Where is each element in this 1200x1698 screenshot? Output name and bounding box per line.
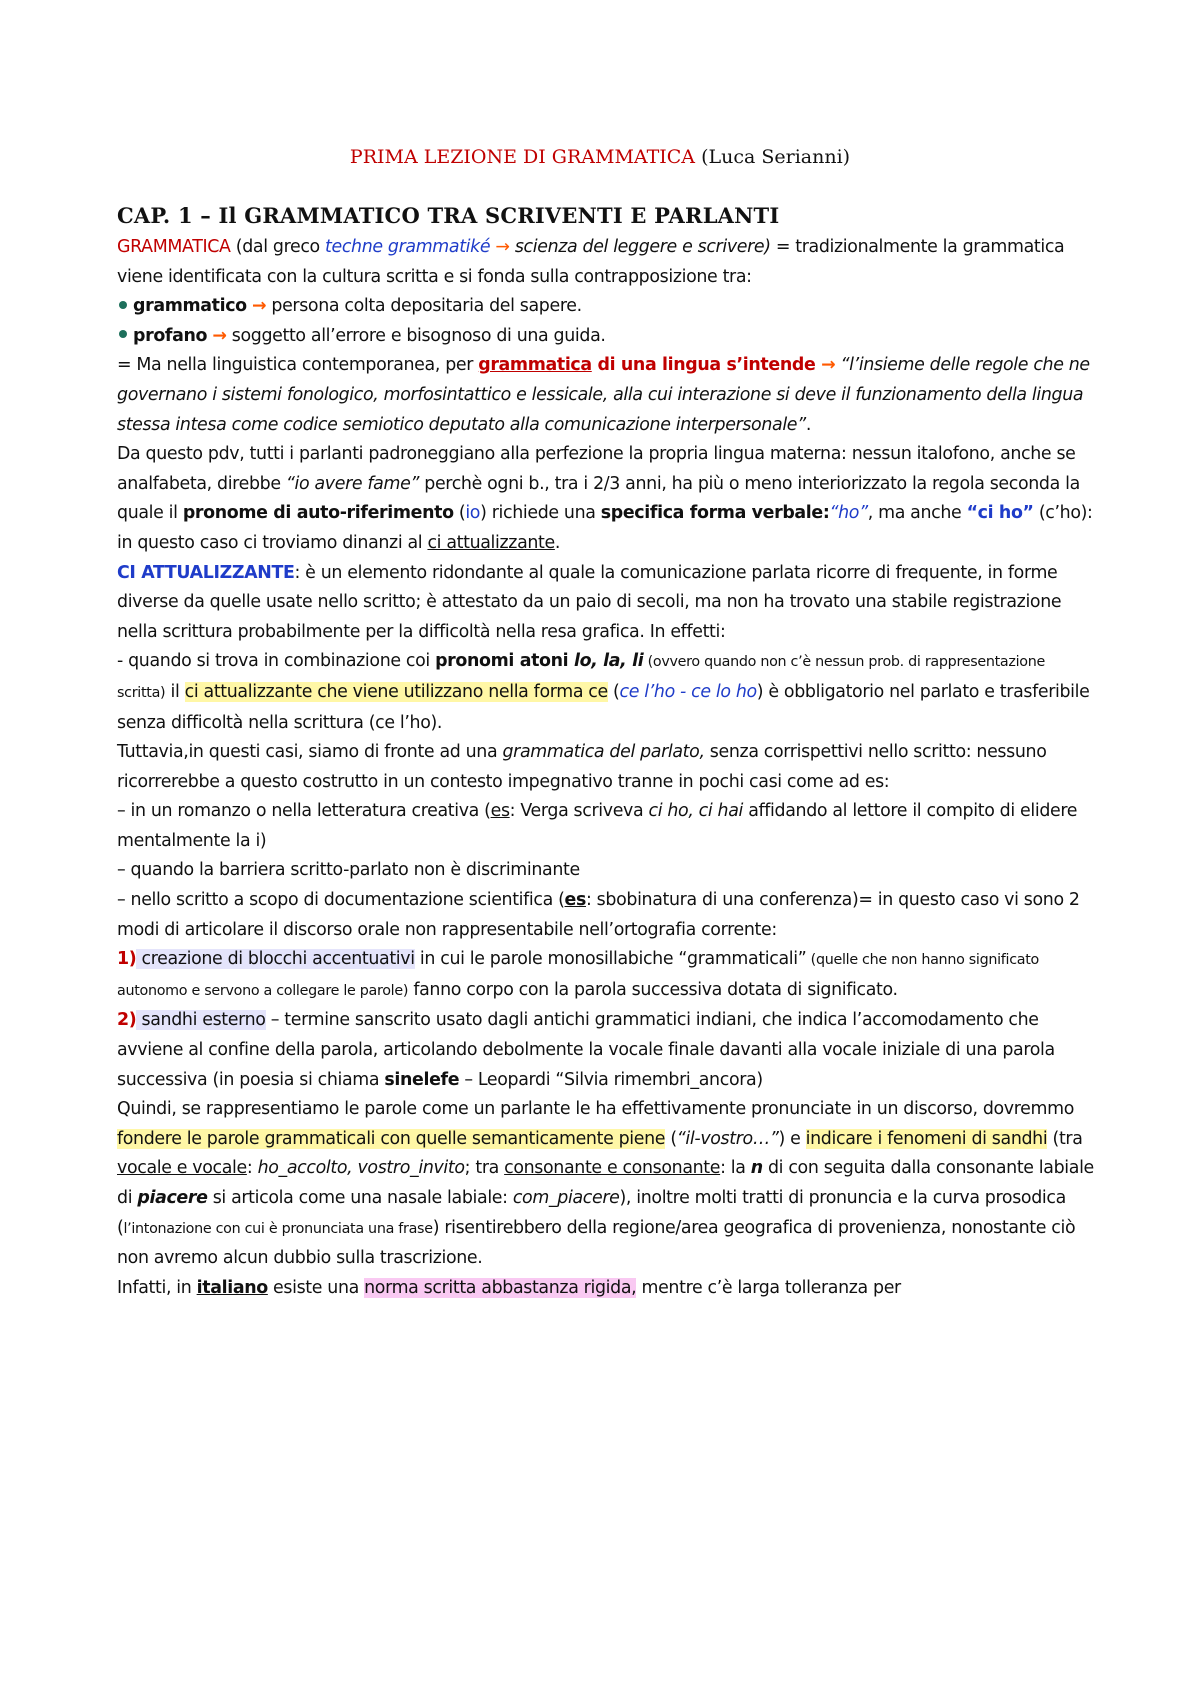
arrow-icon: → xyxy=(490,237,515,257)
text-run: ), inoltre molti tratti di pronuncia e la curva prosodica ( xyxy=(117,1188,1066,1238)
text-run: com_piacere xyxy=(512,1188,620,1208)
paragraph-parlanti xyxy=(117,440,1097,558)
paragraph-sandhi xyxy=(117,1006,1097,1095)
bullet-item xyxy=(117,292,1097,322)
text-run: , ma anche xyxy=(867,503,967,524)
term-grammatica-underlined: grammatica xyxy=(478,355,592,376)
text-run: : xyxy=(246,1158,258,1179)
list-item-scritto xyxy=(117,886,1097,945)
text-run: ) e xyxy=(778,1128,806,1149)
text-run: : è un elemento ridondante al quale la comunicazione parlata ricorre di frequente, in forme diverse da quelle usate nello scritto; è attestato da un paio di secoli, ma non ha trovato una stabile registrazione nella scrittura probabilmente per la difficoltà nella resa grafica. In effetti: xyxy=(117,562,1062,642)
text-run: (dal greco xyxy=(230,237,326,257)
bullet-term: grammatico xyxy=(133,296,247,317)
text-run: : Verga scriveva xyxy=(509,801,649,822)
greek-term: techne grammatiké xyxy=(325,237,491,257)
meaning: scienza del leggere e scrivere) xyxy=(514,237,771,257)
text-run: fondere le parole grammaticali con quelle semanticamente piene xyxy=(117,1128,666,1149)
arrow-icon: → xyxy=(212,325,227,346)
text-run: . xyxy=(805,414,812,435)
text-run: : sbobinatura di una conferenza)= in questo caso vi sono 2 modi di articolare il discorso orale non rappresentabile nell’ortografia corrente: xyxy=(117,890,1080,940)
text-run: es xyxy=(490,801,510,822)
text-run: fanno corpo con la parola successiva dotata di significato. xyxy=(408,979,898,1000)
paragraph-linguistica xyxy=(117,351,1097,440)
text-run: pronome di auto-riferimento xyxy=(182,503,454,524)
text-run: – Leopardi “Silvia rimembri_ancora) xyxy=(459,1069,763,1090)
text-run: Tuttavia,in questi casi, siamo di fronte ad una xyxy=(117,742,503,763)
paragraph-ci-attualizzante xyxy=(117,559,1097,648)
text-run: Da questo pdv, tutti i parlanti padroneggiano alla perfezione la propria lingua materna: nessun italofono, anche se analfabeta, direbbe xyxy=(117,444,1076,494)
paragraph-grammatica-definition xyxy=(117,233,1097,292)
term-ci-attualizzante: CI ATTUALIZZANTE xyxy=(117,562,295,583)
text-run: esiste una xyxy=(267,1277,365,1298)
paragraph-quindi xyxy=(117,1095,1097,1274)
text-run: (quelle che non hanno significato autonomo e servono a collegare le parole) xyxy=(117,952,1039,999)
text-run: – in un romanzo o nella letteratura creativa ( xyxy=(117,801,491,822)
text-run: ( xyxy=(453,503,466,524)
text-run: di con seguita dalla consonante labiale di xyxy=(117,1158,1094,1208)
list-item-romanzo xyxy=(117,797,1097,856)
text-run: ) è obbligatorio nel parlato e trasferibile senza difficoltà nella scrittura (ce l’ho). xyxy=(117,681,1090,733)
title-author: (Luca Serianni) xyxy=(701,146,851,168)
text-run: 1) xyxy=(117,949,137,970)
text-run: piacere xyxy=(137,1188,208,1208)
text-run: pronomi atoni xyxy=(435,651,574,672)
document-title xyxy=(0,145,1200,169)
text-run: ; tra xyxy=(464,1158,505,1179)
text-run: ci attualizzante xyxy=(427,532,555,553)
text-run: mentre c’è larga tolleranza per xyxy=(636,1277,901,1298)
text-run: Infatti, in xyxy=(117,1277,197,1298)
text-run: norma scritta abbastanza rigida, xyxy=(364,1277,637,1298)
text-run: “il-vostro…” xyxy=(676,1128,779,1149)
bullet-term: profano xyxy=(133,325,208,346)
text-run: io xyxy=(465,503,481,524)
definition-quote: “l’insieme delle regole che ne governano i sistemi fonologico, morfosintattico e lessicale, alla cui interazione si deve il funzionamento della lingua stessa intesa come codice semiotico deputato alla comunicazione interpersonale” xyxy=(117,355,1090,435)
text-run: sandhi esterno xyxy=(136,1010,266,1031)
text-run: creazione di blocchi accentuativi xyxy=(136,949,415,970)
text-run: : la xyxy=(720,1158,751,1179)
text-run: - quando si trova in combinazione coi xyxy=(117,651,436,672)
text-run: “io avere fame” xyxy=(285,473,420,494)
paragraph-infatti xyxy=(117,1274,1097,1304)
text-run: si articola come una nasale labiale: xyxy=(207,1188,513,1208)
text-run: “ci ho” xyxy=(966,503,1034,524)
text-run: = Ma nella linguistica contemporanea, per xyxy=(117,355,479,376)
term-grammatica: GRAMMATICA xyxy=(117,237,231,257)
text-run: “ho” xyxy=(829,503,868,524)
list-item-barriera: – quando la barriera scritto-parlato non è discriminante xyxy=(117,860,580,881)
bullet-text: persona colta depositaria del sapere. xyxy=(266,296,582,317)
bullet-text: soggetto all’errore e bisognoso di una guida. xyxy=(226,325,606,346)
text-run: grammatica del parlato, xyxy=(502,742,705,763)
text-run: ( xyxy=(607,681,620,702)
paragraph-blocchi-accentuativi xyxy=(117,945,1097,1006)
bullet-item xyxy=(117,322,1097,352)
text-run: . xyxy=(554,532,561,553)
paragraph-pronomi-atoni xyxy=(117,647,1097,738)
text-run: lo, la, li xyxy=(574,651,644,672)
text-run: ci attualizzante che viene utilizzano nella forma ce xyxy=(184,681,608,702)
document-body xyxy=(117,233,1097,1303)
text-run: es xyxy=(564,890,586,911)
text-run: in cui le parole monosillabiche “grammaticali” xyxy=(414,949,807,970)
text-run: (ovvero quando non c’è nessun prob. di rappresentazione scritta) xyxy=(117,654,1045,701)
text-run: vocale e vocale xyxy=(117,1158,247,1179)
text-run: consonante e consonante xyxy=(504,1158,721,1179)
text-run: perchè ogni b., tra i 2/3 anni, ha più o meno interiorizzato la regola seconda la quale il xyxy=(117,473,1080,524)
text-run: specifica forma verbale: xyxy=(600,503,830,524)
text-run: – nello scritto a scopo di documentazione scientifica ( xyxy=(117,890,565,911)
text-run: – termine sanscrito usato dagli antichi grammatici indiani, che indica l’accomodamento che avviene al confine della parola, articolando debolmente la vocale finale davanti alla vocale iniziale di una parola successiva (in poesia si chiama xyxy=(117,1010,1055,1090)
text-run: ci ho, ci hai xyxy=(648,801,744,822)
text-run: il xyxy=(165,681,185,702)
text-run: senza corrispettivi nello scritto: nessuno ricorrerebbe a questo costrutto in un contesto impegnativo tranne in pochi casi come ad es: xyxy=(117,742,1047,792)
title-main: PRIMA LEZIONE DI GRAMMATICA xyxy=(349,146,696,168)
text-run: ce l’ho - ce lo ho xyxy=(619,681,757,702)
text-run: ) risentirebbero della regione/area geografica di provenienza, nonostante ciò non avremo alcun dubbio sulla trascrizione. xyxy=(117,1217,1076,1269)
text-run: ) richiede una xyxy=(480,503,601,524)
text-run: di una lingua s’intende xyxy=(591,355,822,376)
chapter-heading: CAP. 1 – Il GRAMMATICO TRA SCRIVENTI E PARLANTI xyxy=(117,203,780,228)
text-run: indicare i fenomeni di sandhi xyxy=(805,1128,1048,1149)
text-run: n xyxy=(750,1158,763,1179)
text-run: (c’ho): in questo caso ci troviamo dinanzi al xyxy=(117,503,1093,553)
text-run: (tra xyxy=(1047,1128,1083,1149)
text-run: Quindi, se rappresentiamo le parole come un parlante le ha effettivamente pronunciate in un discorso, dovremmo xyxy=(117,1099,1074,1120)
text-run: italiano xyxy=(196,1277,268,1298)
text-run: sinelefe xyxy=(384,1069,460,1090)
paragraph-grammatica-parlato xyxy=(117,738,1097,797)
bullet-icon xyxy=(119,330,127,338)
text-run: l’intonazione con cui è pronunciata una frase xyxy=(123,1220,433,1237)
arrow-icon: → xyxy=(251,296,267,317)
text-run: affidando al lettore il compito di elidere mentalmente la i) xyxy=(117,801,1078,851)
text-run: 2) xyxy=(117,1010,137,1031)
text-run: ( xyxy=(665,1128,677,1149)
text-run: = tradizionalmente la grammatica viene identificata con la cultura scritta e si fonda sulla contrapposizione tra: xyxy=(117,237,1065,287)
bullet-icon xyxy=(119,301,127,309)
arrow-icon: → xyxy=(821,355,836,376)
text-run: ho_accolto, vostro_invito xyxy=(257,1158,465,1179)
